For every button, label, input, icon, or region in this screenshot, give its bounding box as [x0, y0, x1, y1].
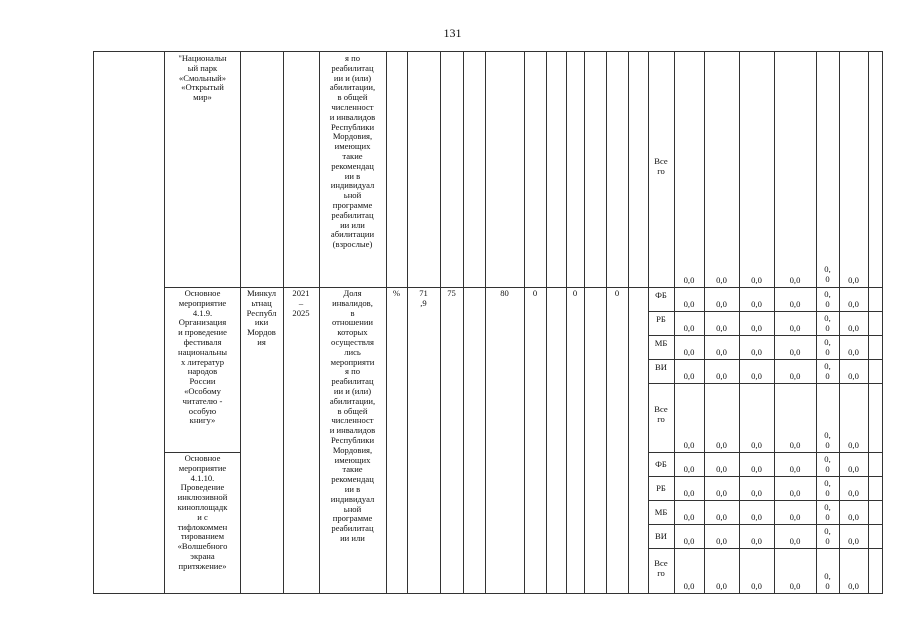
col-line [386, 51, 387, 594]
funding-value: 0,0 [789, 465, 801, 474]
funding-value: 0,0 [716, 513, 727, 522]
indicator-value: 80 [500, 289, 509, 298]
funding-label: МБ [654, 508, 668, 517]
funding-value: 0,0 [751, 348, 762, 357]
funding-value: 0,0 [716, 582, 727, 591]
funding-value: 0,0 [716, 537, 727, 546]
funding-value: 0,0 [848, 441, 859, 450]
funding-value: 0,0 [848, 372, 859, 381]
row-line [164, 287, 883, 288]
funding-value: 0,0 [683, 324, 695, 333]
funding-value: 0,0 [751, 537, 762, 546]
funding-value: 0,0 [751, 441, 762, 450]
funding-label: ФБ [655, 460, 667, 469]
funding-value: 0, 0 [824, 362, 831, 381]
period: 2021 – 2025 [292, 289, 310, 318]
funding-value: 0,0 [789, 372, 801, 381]
funding-value: 0,0 [716, 348, 727, 357]
funding-value: 0,0 [789, 324, 801, 333]
row-line [648, 311, 883, 312]
funding-value: 0,0 [683, 537, 695, 546]
row-line [648, 383, 883, 384]
funding-value: 0,0 [751, 276, 762, 285]
funding-value: 0,0 [848, 582, 859, 591]
col-line [628, 51, 629, 594]
funding-value: 0,0 [848, 348, 859, 357]
funding-label: ВИ [655, 363, 667, 372]
funding-value: 0, 0 [824, 479, 831, 498]
indicator-value: 0 [572, 289, 578, 298]
funding-value: 0,0 [683, 441, 695, 450]
indicator-value: 0 [614, 289, 620, 298]
funding-value: 0,0 [683, 300, 695, 309]
executor: Минкул ьтнац Республ ики Мордов ия [246, 289, 277, 347]
row-line [648, 452, 883, 453]
funding-value: 0,0 [789, 489, 801, 498]
funding-value: 0,0 [751, 324, 762, 333]
funding-label: Все го [654, 157, 668, 176]
row-line [164, 452, 240, 453]
funding-value: 0,0 [716, 276, 727, 285]
funding-value: 0,0 [683, 348, 695, 357]
funding-value: 0, 0 [824, 503, 831, 522]
event-name: "Национальн ый парк «Смольный» «Открытый мир» [178, 54, 227, 103]
funding-label: Все го [654, 405, 668, 424]
funding-value: 0,0 [716, 489, 727, 498]
indicator-value: 0 [532, 289, 538, 298]
funding-value: 0,0 [751, 582, 762, 591]
row-line [648, 359, 883, 360]
funding-value: 0,0 [716, 300, 727, 309]
funding-value: 0,0 [789, 441, 801, 450]
funding-value: 0, 0 [824, 455, 831, 474]
funding-value: 0,0 [751, 372, 762, 381]
funding-value: 0,0 [848, 276, 859, 285]
funding-value: 0,0 [716, 465, 727, 474]
funding-value: 0,0 [848, 465, 859, 474]
funding-value: 0,0 [683, 276, 695, 285]
row-line [648, 335, 883, 336]
funding-value: 0,0 [683, 465, 695, 474]
col-line [546, 51, 547, 594]
col-line [524, 51, 525, 594]
program-table [93, 51, 883, 594]
funding-value: 0,0 [789, 582, 801, 591]
funding-value: 0,0 [716, 324, 727, 333]
funding-value: 0,0 [716, 372, 727, 381]
funding-label: ФБ [655, 291, 667, 300]
funding-value: 0,0 [789, 348, 801, 357]
funding-value: 0,0 [789, 513, 801, 522]
event-name: Основное мероприятие 4.1.9. Организация и проведение фестиваля национальны х литератур народов России «Особому читателю - особую книгу» [178, 289, 227, 426]
funding-value: 0, 0 [824, 265, 831, 284]
col-line [868, 51, 869, 594]
row-line [648, 548, 883, 549]
col-line [463, 51, 464, 594]
funding-value: 0,0 [848, 489, 859, 498]
funding-label: МБ [654, 339, 668, 348]
funding-value: 0,0 [683, 582, 695, 591]
col-line [584, 51, 585, 594]
page-number: 131 [443, 26, 462, 40]
funding-value: 0, 0 [824, 431, 831, 450]
funding-value: 0,0 [789, 300, 801, 309]
funding-label: РБ [656, 484, 666, 493]
col-line [606, 51, 607, 594]
indicator-text: я по реабилитац ии и (или) абилитации, в общей численност и инвалидов Республики Мордовия, имеющих такие рекомендац ии в индивидуал ьной программе реабилитац ии или абилитации (взрослые) [329, 54, 376, 250]
funding-label: Все го [654, 559, 668, 578]
funding-value: 0,0 [751, 300, 762, 309]
event-name: Основное мероприятие 4.1.10. Проведение инклюзивной киноплощадк и с тифлокоммен тированием «Волшебного экрана притяжение» [177, 454, 228, 571]
funding-value: 0,0 [848, 300, 859, 309]
funding-value: 0,0 [683, 372, 695, 381]
funding-value: 0,0 [716, 441, 727, 450]
row-line [648, 500, 883, 501]
funding-value: 0,0 [751, 489, 762, 498]
indicator-value: 71 ,9 [419, 289, 428, 308]
funding-value: 0,0 [751, 513, 762, 522]
funding-value: 0, 0 [824, 314, 831, 333]
funding-value: 0, 0 [824, 290, 831, 309]
indicator-text: Доля инвалидов, в отношении которых осуществля лись мероприяти я по реабилитац ии и (или) абилитации, в общей численност и инвалидов Республики Мордовия, имеющих такие рекомендац ии в индивидуал ьной программе реабилитац ии или [329, 289, 376, 543]
col-line [485, 51, 486, 594]
funding-label: РБ [656, 315, 666, 324]
funding-value: 0, 0 [824, 527, 831, 546]
funding-value: 0,0 [789, 276, 801, 285]
funding-value: 0,0 [683, 513, 695, 522]
row-line [648, 524, 883, 525]
indicator-value: 75 [447, 289, 456, 298]
funding-value: 0,0 [848, 324, 859, 333]
col-line [440, 51, 441, 594]
funding-value: 0,0 [683, 489, 695, 498]
funding-value: 0,0 [848, 537, 859, 546]
col-line [283, 51, 284, 594]
funding-value: 0,0 [751, 465, 762, 474]
col-line [566, 51, 567, 594]
unit: % [392, 289, 401, 298]
funding-label: ВИ [655, 532, 667, 541]
col-line [407, 51, 408, 594]
funding-value: 0,0 [848, 513, 859, 522]
funding-value: 0, 0 [824, 338, 831, 357]
funding-value: 0, 0 [824, 572, 831, 591]
funding-value: 0,0 [789, 537, 801, 546]
row-line [648, 476, 883, 477]
